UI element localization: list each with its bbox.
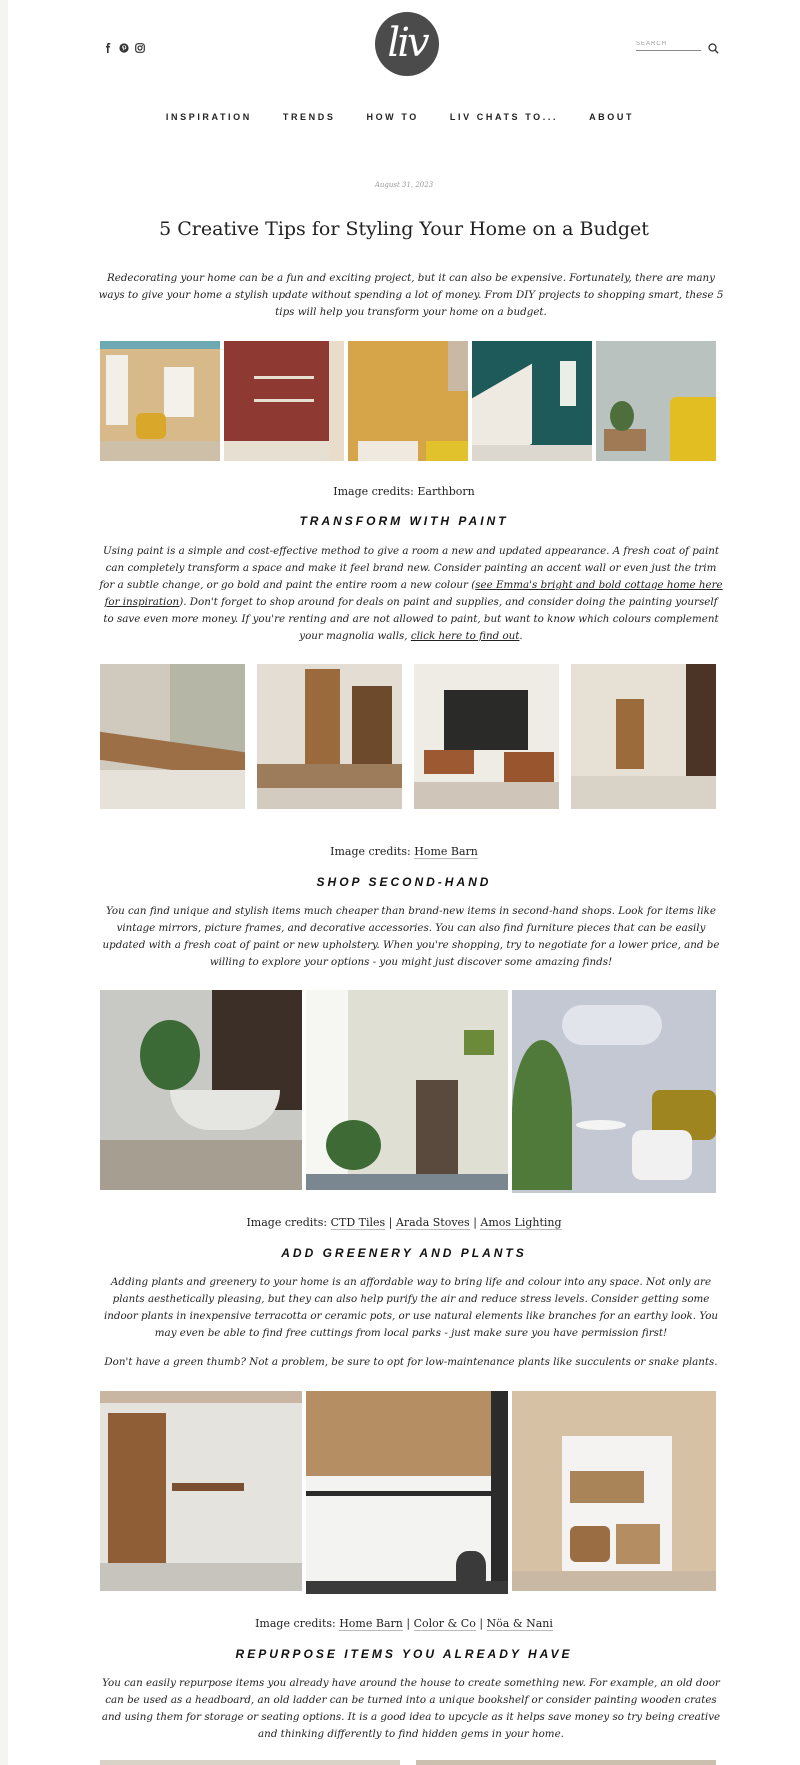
credit-link-home-barn[interactable]: Home Barn <box>339 1617 403 1630</box>
nav-item-trends[interactable]: TRENDS <box>282 112 336 122</box>
credit-link-home-barn[interactable]: Home Barn <box>414 845 478 858</box>
image-credits: Image credits: Home Barn <box>330 845 478 858</box>
image-credits: Image credits: CTD Tiles | Arada Stoves | Amos Lighting <box>246 1216 562 1229</box>
section-paragraph: You can easily repurpose items you already have around the house to create something new. For example, an old door can be used as a headboard, an old ladder can be turned into a unique bookshelf or consider painting wooden crates and using them for storage or seating options. It is a good idea to upcycle as it helps save money so try being creative and thinking differently to find hidden gems in your home. <box>101 1677 721 1740</box>
inspiration-link[interactable]: see Emma's bright and bold cottage home here for inspiration <box>104 579 723 608</box>
find-out-link[interactable]: click here to find out <box>410 630 520 642</box>
article-image <box>100 664 245 809</box>
nav-item-liv-chats-to[interactable]: LIV CHATS TO... <box>449 112 559 122</box>
credit-link-color-co[interactable]: Color & Co <box>413 1617 476 1630</box>
nav-item-about[interactable]: ABOUT <box>589 112 635 122</box>
article-image <box>100 1391 302 1591</box>
pinterest-icon[interactable] <box>119 38 129 57</box>
article-image <box>512 1391 716 1591</box>
facebook-icon[interactable] <box>103 38 113 57</box>
post-date: August 31, 2023 <box>374 181 434 189</box>
article-image <box>348 341 468 461</box>
social-links <box>103 38 145 57</box>
article-image <box>512 990 716 1193</box>
credit-link-arada-stoves[interactable]: Arada Stoves <box>395 1216 470 1229</box>
search-box <box>636 38 720 52</box>
search-icon[interactable] <box>708 39 719 58</box>
article-image <box>571 664 716 809</box>
article-image <box>416 1760 716 1765</box>
search-input[interactable] <box>636 38 701 51</box>
article-image <box>100 341 220 461</box>
section-paragraph: Adding plants and greenery to your home is an affordable way to bring life and colour into any space. Not only are plants aesthetically pleasing, but they can also help purify the air and reduce stress levels. Consider getting some indoor plants in inexpensive terracotta or ceramic pots, or use natural elements like branches for an earthy look. You may even be able to find free cuttings from local parks - just make sure you have permission first! <box>103 1276 719 1339</box>
section-heading: ADD GREENERY AND PLANTS <box>281 1246 527 1260</box>
article-image <box>257 664 402 809</box>
article-image <box>100 1760 400 1765</box>
credit-link-ctd-tiles[interactable]: CTD Tiles <box>330 1216 386 1229</box>
section-heading: TRANSFORM WITH PAINT <box>299 514 509 528</box>
article-image <box>224 341 344 461</box>
nav-item-inspiration[interactable]: INSPIRATION <box>165 112 252 122</box>
image-credits: Image credits: Earthborn <box>333 485 475 498</box>
article-image <box>306 990 508 1190</box>
main-nav <box>8 112 800 122</box>
section-heading: REPURPOSE ITEMS YOU ALREADY HAVE <box>235 1647 573 1661</box>
page <box>8 0 800 1765</box>
credit-link-amos-lighting[interactable]: Amos Lighting <box>480 1216 562 1229</box>
intro-paragraph: Redecorating your home can be a fun and exciting project, but it can also be expensive. Fortunately, there are many ways to give your home a stylish update without spending a lot of money. From DIY projects to shopping smart, these 5 tips will help you transform your home on a budget. <box>98 272 724 318</box>
article-image <box>596 341 716 461</box>
article-image <box>306 1391 508 1594</box>
section-paragraph: Don't have a green thumb? Not a problem, be sure to opt for low-maintenance plants like succulents or snake plants. <box>104 1356 718 1368</box>
article-image <box>414 664 559 809</box>
nav-item-how-to[interactable]: HOW TO <box>366 112 419 122</box>
article-image <box>100 990 302 1190</box>
image-credits: Image credits: Home Barn | Color & Co | Nöa & Nani <box>255 1617 553 1630</box>
credit-link-noa-nani[interactable]: Nöa & Nani <box>486 1617 553 1630</box>
page-title: 5 Creative Tips for Styling Your Home on a Budget <box>159 218 649 240</box>
section-paragraph: Using paint is a simple and cost-effective method to give a room a new and updated appearance. A fresh coat of paint can completely transform a space and make it feel brand new. Consider painting an accent wall or even just the trim for a subtle change, or go bold and paint the entire room a new colour (see Emma's bright and bold cottage home here for inspiration). Don't forget to shop around for deals on paint and supplies, and consider doing the painting yourself to save even more money. If you're renting and are not allowed to paint, but want to know which colours complement your magnolia walls, click here to find out. <box>99 545 723 642</box>
section-heading: SHOP SECOND-HAND <box>316 875 492 889</box>
article-image <box>472 341 592 461</box>
section-paragraph: You can find unique and stylish items much cheaper than brand-new items in second-hand shops. Look for items like vintage mirrors, picture frames, and decorative accessories. You can also find furniture pieces that can be easily updated with a fresh coat of paint or new upholstery. When you're shopping, try to negotiate for a lower price, and be willing to explore your options - you might just discover some amazing finds! <box>102 905 720 968</box>
instagram-icon[interactable] <box>135 38 145 57</box>
site-logo[interactable]: liv <box>375 12 439 76</box>
